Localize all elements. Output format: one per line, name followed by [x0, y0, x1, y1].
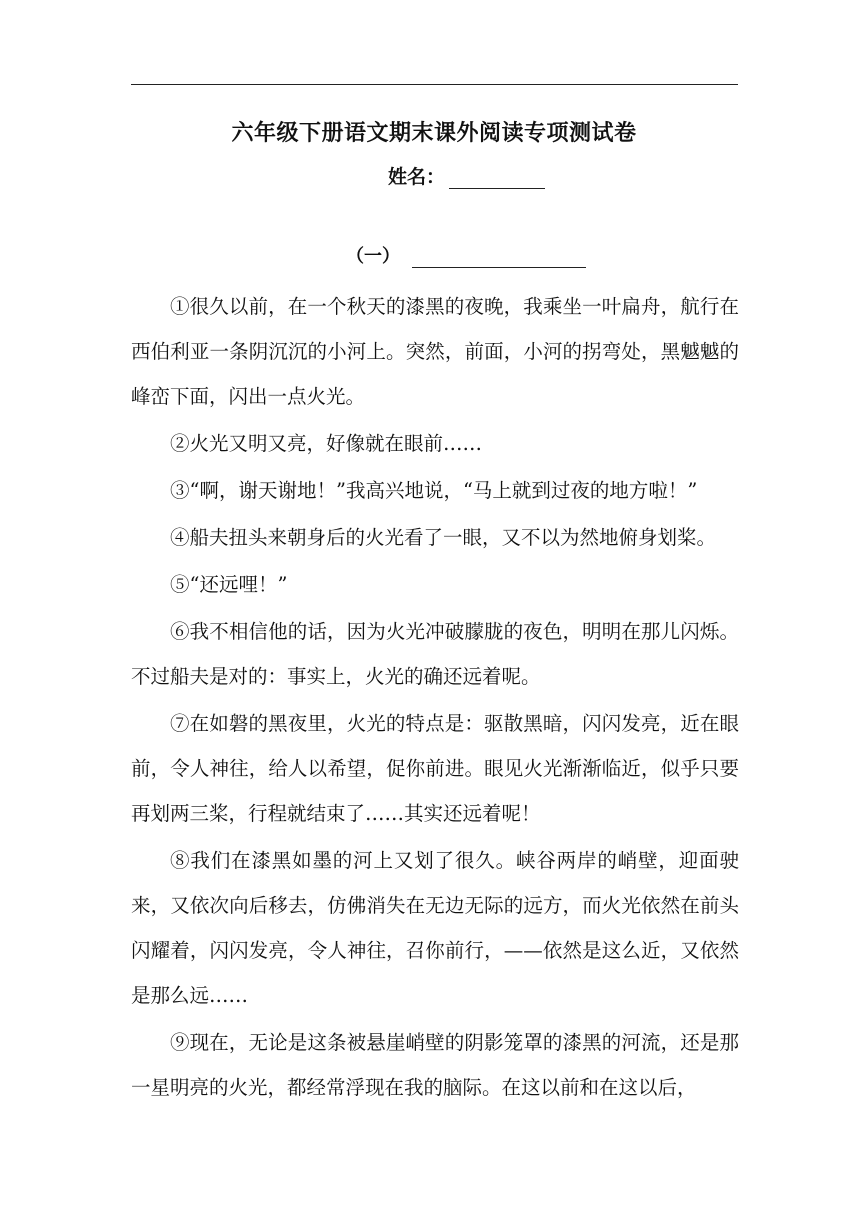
paragraph-1: ①很久以前，在一个秋天的漆黑的夜晚，我乘坐一叶扁舟，航行在西伯利亚一条阴沉沉的小河上。突然，前面，小河的拐弯处，黑魆魆的峰峦下面，闪出一点火光。 — [131, 295, 739, 408]
page-title: 六年级下册语文期末课外阅读专项测试卷 — [231, 121, 637, 146]
section-title-blank-line — [412, 247, 586, 268]
paragraph-9: ⑨现在，无论是这条被悬崖峭壁的阴影笼罩的漆黑的河流，还是那一星明亮的火光，都经常浮现在我的脑际。在这以前和在这以后， — [131, 1031, 739, 1099]
paragraph-3: ③“啊，谢天谢地！”我高兴地说，“马上就到过夜的地方啦！” — [170, 479, 698, 502]
name-label: 姓名： — [388, 166, 446, 188]
header-rule — [131, 84, 738, 85]
paragraph-4: ④船夫扭头来朝身后的火光看了一眼，又不以为然地俯身划桨。 — [170, 526, 717, 549]
paragraph-2: ②火光又明又亮，好像就在眼前…… — [170, 432, 483, 455]
name-blank-line — [449, 168, 545, 189]
paragraph-8: ⑧我们在漆黑如墨的河上又划了很久。峡谷两岸的峭壁，迎面驶来，又依次向后移去，仿佛消失在无边无际的远方，而火光依然在前头闪耀着，闪闪发亮，令人神往，召你前行，——依然是这么近，又依然是那么远…… — [131, 849, 739, 1007]
paragraph-5: ⑤“还远哩！” — [170, 573, 288, 596]
section-label: （一） — [346, 246, 400, 267]
reading-passage — [131, 284, 739, 1112]
name-field-row — [388, 162, 545, 189]
paragraph-6: ⑥我不相信他的话，因为火光冲破朦胧的夜色，明明在那儿闪烁。不过船夫是对的：事实上，火光的确还远着呢。 — [131, 620, 739, 688]
section-heading — [346, 242, 586, 268]
paragraph-7: ⑦在如磐的黑夜里，火光的特点是：驱散黑暗，闪闪发亮，近在眼前，令人神往，给人以希望，促你前进。眼见火光渐渐临近，似乎只要再划两三桨，行程就结束了……其实还远着呢！ — [131, 712, 739, 825]
